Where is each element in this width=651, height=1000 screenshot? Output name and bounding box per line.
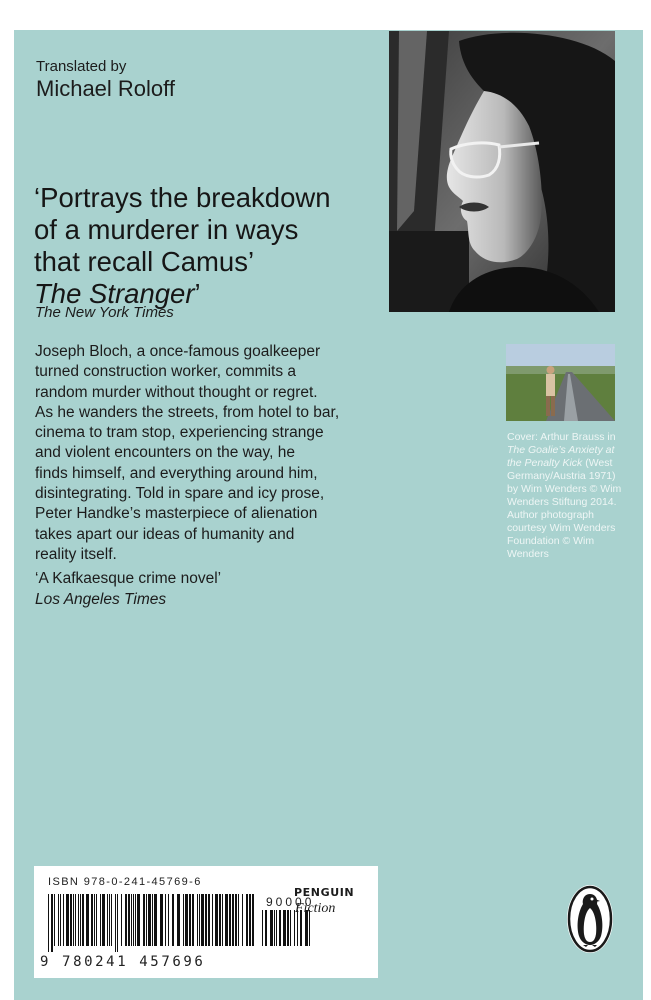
credit-line: Author photograph [507, 509, 594, 521]
barcode-stripe [143, 894, 145, 946]
barcode-stripe [290, 910, 291, 946]
author-photograph-image [389, 31, 615, 312]
barcode-stripe [146, 894, 147, 946]
barcode-stripe [111, 894, 112, 946]
barcode-stripe [168, 894, 169, 946]
credit-line: Foundation © Wim [507, 535, 595, 547]
barcode-stripe [78, 894, 79, 946]
price-code: 90000 [266, 895, 315, 909]
barcode-stripe [48, 894, 49, 952]
barcode-bars [48, 894, 258, 952]
barcode-stripe [51, 894, 53, 952]
barcode-stripe [70, 894, 72, 946]
barcode-stripe [75, 894, 76, 946]
second-quote-text: ‘A Kafkaesque crime novel’ [35, 570, 222, 587]
barcode-stripe [208, 894, 210, 946]
barcode-digits: 9 780241 457696 [40, 954, 206, 970]
barcode-stripe [274, 910, 275, 946]
barcode-stripe [225, 894, 228, 946]
barcode-stripe [58, 894, 59, 946]
barcode-stripe [152, 894, 153, 946]
barcode-stripe [279, 910, 281, 946]
barcode-stripe [262, 910, 263, 946]
credit-line: Germany/Austria 1971) [507, 470, 616, 482]
translated-by-label: Translated by [36, 58, 127, 75]
blurb-line: finds himself, and everything around him, [35, 464, 318, 482]
barcode-stripe [137, 894, 140, 946]
barcode-stripe [270, 910, 273, 946]
barcode-stripe [100, 894, 101, 946]
review-quote-line: ‘Portrays the breakdown [34, 182, 331, 213]
barcode-stripe [235, 894, 237, 946]
credit-line: Cover: Arthur Brauss in [507, 431, 616, 443]
closing-quote-mark: ’ [194, 278, 201, 309]
penguin-logo-icon [566, 884, 614, 954]
barcode-stripe [117, 894, 118, 952]
barcode-stripe [287, 910, 289, 946]
photo-credit [507, 431, 627, 561]
barcode-stripe [80, 894, 81, 946]
blurb-line: random murder without thought or regret. [35, 383, 318, 401]
barcode-stripe [189, 894, 191, 946]
barcode-stripe [148, 894, 151, 946]
barcode-stripe [229, 894, 231, 946]
book-blurb [35, 342, 395, 565]
barcode-stripe [128, 894, 130, 946]
barcode-stripe [232, 894, 234, 946]
barcode-stripe [60, 894, 61, 946]
barcode-stripe [238, 894, 239, 946]
barcode-stripe [219, 894, 221, 946]
barcode-stripe [185, 894, 188, 946]
blurb-line: reality itself. [35, 545, 117, 563]
barcode-stripe [283, 910, 286, 946]
barcode-stripe [91, 894, 93, 946]
review-quote-source: The New York Times [35, 304, 174, 321]
barcode-stripe [107, 894, 108, 946]
barcode-stripe [109, 894, 110, 946]
barcode-stripe [246, 894, 248, 946]
barcode-stripe [160, 894, 163, 946]
barcode-stripe [212, 894, 213, 946]
blurb-line: and violent encounters on the way, he [35, 444, 295, 462]
credit-film-title: The Goalie’s Anxiety at [507, 444, 615, 456]
author-photograph [389, 31, 615, 312]
barcode-stripe [222, 894, 223, 946]
barcode-stripe [265, 910, 267, 946]
barcode-stripe [96, 894, 97, 946]
quoted-book-title: The Stranger [34, 278, 195, 309]
review-quote-line: of a murderer in ways [34, 214, 299, 245]
barcode-stripe [276, 910, 277, 946]
blurb-line: takes apart our ideas of humanity and [35, 525, 295, 543]
credit-film-title-end: the Penalty Kick [507, 457, 583, 469]
barcode-stripe [102, 894, 105, 946]
barcode-stripe [242, 894, 243, 946]
barcode-stripe [82, 894, 84, 946]
blurb-line: Joseph Bloch, a once-famous goalkeeper [35, 343, 321, 360]
barcode-stripe [94, 894, 95, 946]
barcode-stripe [199, 894, 200, 946]
barcode-stripe [135, 894, 136, 946]
isbn-label: ISBN 978-0-241-45769-6 [48, 876, 202, 888]
barcode-stripe [154, 894, 157, 946]
barcode-stripe [86, 894, 89, 946]
barcode-stripe [73, 894, 74, 946]
credit-line [507, 457, 627, 470]
review-quote [34, 182, 394, 310]
second-quote-source: Los Angeles Times [35, 591, 167, 608]
review-quote-line: that recall Camus’ [34, 246, 255, 277]
barcode-stripe [63, 894, 64, 946]
blurb-line: Peter Handke’s masterpiece of alienation [35, 505, 318, 523]
barcode-stripe [133, 894, 134, 946]
barcode-stripe [177, 894, 180, 946]
credit-line: Wenders [507, 548, 549, 560]
barcode-stripe [205, 894, 207, 946]
barcode-stripe [115, 894, 116, 952]
barcode-stripe [215, 894, 218, 946]
barcode-stripe [197, 894, 198, 946]
imprint-name: Fiction [295, 901, 336, 916]
barcode-stripe [192, 894, 194, 946]
barcode-stripe [66, 894, 69, 946]
credit-line: courtesy Wim Wenders [507, 522, 616, 534]
barcode-stripe [131, 894, 132, 946]
second-quote [35, 568, 221, 610]
credit-country: (West [582, 457, 613, 469]
barcode-stripe [201, 894, 204, 946]
barcode-stripe [249, 894, 251, 946]
barcode-box [34, 866, 378, 978]
cover-still-image [506, 344, 615, 421]
barcode-stripe [252, 894, 254, 946]
publisher-name: PENGUIN [294, 886, 355, 899]
cover-still-thumbnail [506, 344, 615, 421]
barcode-stripe [183, 894, 184, 946]
barcode-stripe [165, 894, 166, 946]
translator-name: Michael Roloff [36, 76, 175, 101]
credit-line: Wenders Stiftung 2014. [507, 496, 617, 508]
barcode-stripe [121, 894, 122, 946]
barcode-stripe [125, 894, 127, 946]
blurb-line: turned construction worker, commits a [35, 363, 297, 381]
barcode-stripe [54, 894, 55, 946]
credit-line: by Wim Wenders © Wim [507, 483, 622, 495]
blurb-line: cinema to tram stop, experiencing strange [35, 424, 324, 442]
barcode-stripe [172, 894, 174, 946]
blurb-line: As he wanders the streets, from hotel to bar, [35, 403, 340, 421]
blurb-line: disintegrating. Told in spare and icy prose, [35, 485, 325, 503]
